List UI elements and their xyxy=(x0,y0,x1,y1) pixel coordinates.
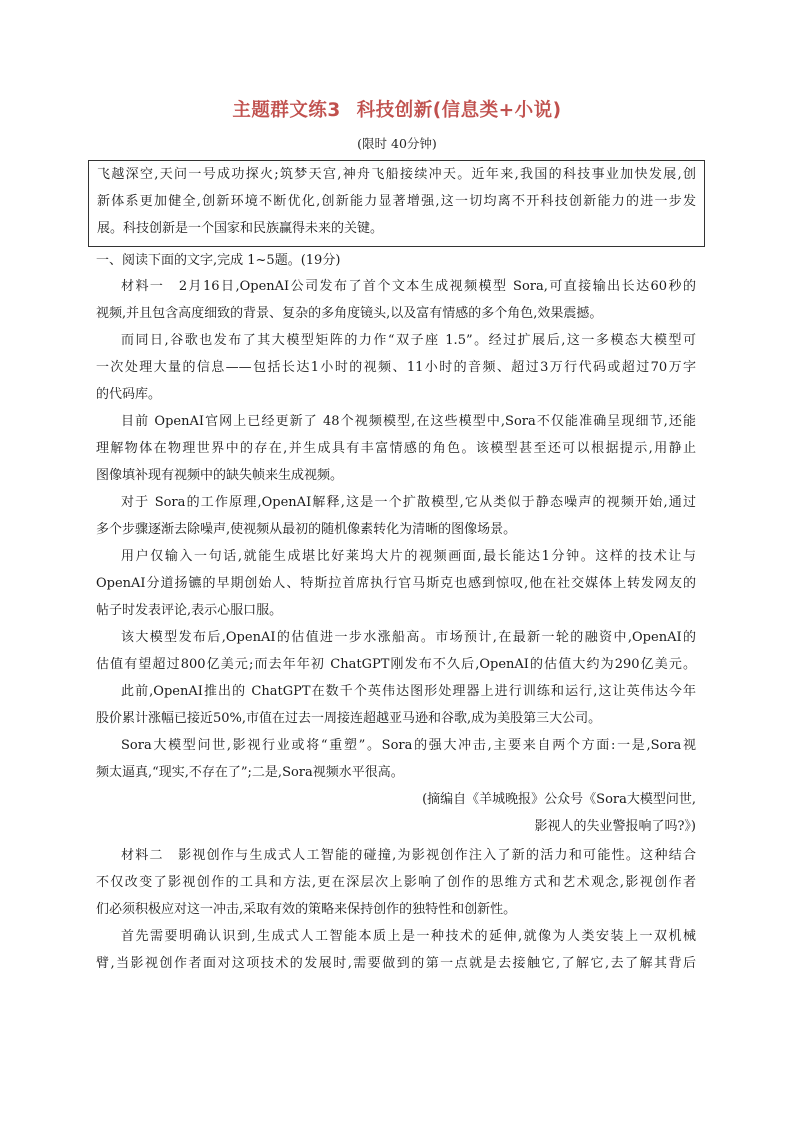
material1-line: 一次处理大量的信息——包括长达1小时的视频、11小时的音频、超过3万行代码或超过70万字 xyxy=(96,360,696,375)
material1-line: 多个步骤逐渐去除噪声,使视频从最初的随机像素转化为清晰的图像场景。 xyxy=(96,522,517,537)
material1-line: 估值有望超过800亿美元;而去年年初 ChatGPT刚发布不久后,OpenAI的估值大约为290亿美元。 xyxy=(96,657,696,672)
material2-line: 臂,当影视创作者面对这项技术的发展时,需要做到的第一点就是去接触它,了解它,去了解其背后 xyxy=(96,956,696,971)
material2-line: 材料二 影视创作与生成式人工智能的碰撞,为影视创作注入了新的活力和可能性。这种结合 xyxy=(121,848,696,863)
material1-line: OpenAI分道扬镳的早期创始人、特斯拉首席执行官马斯克也感到惊叹,他在社交媒体上转发网友的 xyxy=(96,576,696,591)
material1-line: 目前 OpenAI官网上已经更新了 48个视频模型,在这些模型中,Sora不仅能准确呈现细节,还能 xyxy=(121,414,696,429)
material1-line: 而同日,谷歌也发布了其大模型矩阵的力作“双子座 1.5”。经过扩展后,这一多模态大模型可 xyxy=(121,333,696,348)
material1-line: 此前,OpenAI推出的 ChatGPT在数千个英伟达图形处理器上进行训练和运行,这让英伟达今年 xyxy=(121,684,696,699)
material1-line: 用户仅输入一句话,就能生成堪比好莱坞大片的视频画面,最长能达1分钟。这样的技术让与 xyxy=(121,549,696,564)
intro-line: 新体系更加健全,创新环境不断优化,创新能力显著增强,这一切均离不开科技创新能力的进一步发 xyxy=(97,194,696,209)
material1-line: 帖子时发表评论,表示心服口服。 xyxy=(96,603,283,618)
material1-line: 的代码库。 xyxy=(96,387,162,402)
source-citation-line1: (摘编自《羊城晚报》公众号《Sora大模型问世, xyxy=(422,792,696,807)
title-series: 主题群文练3 xyxy=(232,100,341,121)
material1-line: 频太逼真,“现实,不存在了”;二是,Sora视频水平很高。 xyxy=(96,765,404,780)
material1-line: 图像填补现有视频中的缺失帧来生成视频。 xyxy=(96,468,344,483)
material2-line: 不仅改变了影视创作的工具和方法,更在深层次上影响了创作的思维方式和艺术观念,影视创作者 xyxy=(96,875,696,890)
material1-line: 股价累计涨幅已接近50%,市值在过去一周接连超越亚马逊和谷歌,成为美股第三大公司。 xyxy=(96,711,602,726)
intro-box xyxy=(88,160,705,247)
material2-line: 首先需要明确认识到,生成式人工智能本质上是一种技术的延伸,就像为人类安装上一双机械 xyxy=(121,929,696,944)
material1-line: 视频,并且包含高度细致的背景、复杂的多角度镜头,以及富有情感的多个角色,效果震撼。 xyxy=(96,306,603,321)
page-title xyxy=(0,96,794,122)
material1-line: 对于 Sora的工作原理,OpenAI解释,这是一个扩散模型,它从类似于静态噪声的视频开始,通过 xyxy=(121,495,696,510)
title-topic: 科技创新(信息类+小说) xyxy=(356,100,562,121)
material1-line: Sora大模型问世,影视行业或将“重塑”。Sora的强大冲击,主要来自两个方面:一是,Sora视 xyxy=(121,738,696,753)
material1-line: 材料一 2月16日,OpenAI公司发布了首个文本生成视频模型 Sora,可直接输出长达60秒的 xyxy=(121,279,696,294)
material1-line: 理解物体在物理世界中的存在,并生成具有丰富情感的角色。该模型甚至还可以根据提示,用静止 xyxy=(96,441,696,456)
time-limit: (限时 40分钟) xyxy=(357,136,437,151)
section-heading: 一、阅读下面的文字,完成 1~5题。(19分) xyxy=(96,253,341,268)
source-citation-line2: 影视人的失业警报响了吗?》) xyxy=(534,819,696,834)
material1-line: 该大模型发布后,OpenAI的估值进一步水涨船高。市场预计,在最新一轮的融资中,OpenAI的 xyxy=(121,630,696,645)
intro-line: 展。科技创新是一个国家和民族赢得未来的关键。 xyxy=(97,221,384,236)
intro-line: 飞越深空,天问一号成功探火;筑梦天宫,神舟飞船接续冲天。近年来,我国的科技事业加快发展,创 xyxy=(97,167,696,182)
material2-line: 们必须积极应对这一冲击,采取有效的策略来保持创作的独特性和创新性。 xyxy=(96,902,517,917)
